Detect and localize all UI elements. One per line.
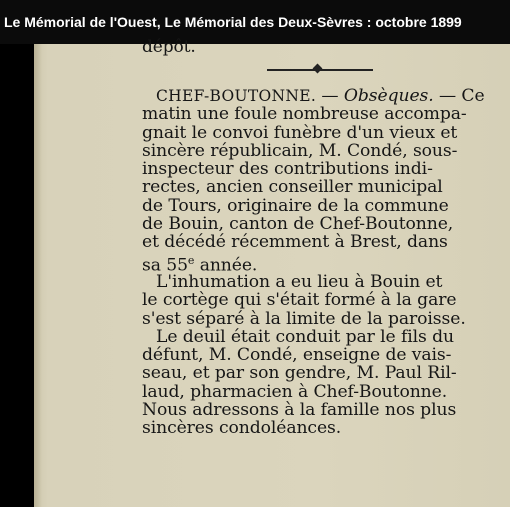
article-line: défunt, M. Condé, enseigne de vais-: [142, 345, 452, 366]
article-line: sa 55e année.: [142, 253, 258, 276]
separator-ornament: [142, 62, 508, 78]
article-line: matin une foule nombreuse accompa-: [142, 104, 467, 125]
article-column: [142, 37, 508, 439]
article-line: laud, pharmacien à Chef-Boutonne.: [142, 381, 448, 402]
article-heading-line: [142, 87, 508, 105]
document-title: Le Mémorial de l'Ouest, Le Mémorial des Deux-Sèvres : octobre 1899: [4, 14, 462, 30]
article-line: Nous adressons à la famille nos plus: [142, 400, 457, 421]
article-line: s'est séparé à la limite de la paroisse.: [142, 308, 466, 329]
article-line: seau, et par son gendre, M. Paul Ril-: [142, 363, 457, 384]
article-heading-label: Obsèques.: [343, 86, 434, 106]
ordinal-suffix: e: [187, 253, 195, 267]
article-line: et décédé récemment à Brest, dans: [142, 232, 448, 253]
article-line: Le deuil était conduit par le fils du: [156, 326, 454, 347]
article-heading-place: CHEF-BOUTONNE.: [156, 87, 317, 105]
previous-article-fragment: dépôt.: [142, 37, 196, 57]
article-line: rectes, ancien conseiller municipal: [142, 177, 443, 198]
article-line: le cortège qui s'était formé à la gare: [142, 290, 457, 311]
heading-dash: —: [316, 86, 344, 106]
heading-dash-ce: — Ce: [433, 86, 485, 106]
article-line: de Tours, originaire de la commune: [142, 195, 449, 216]
article-line: sincères condoléances.: [142, 418, 342, 439]
article-line: L'inhumation a eu lieu à Bouin et: [156, 271, 443, 292]
article-line: inspecteur des contributions indi-: [142, 159, 433, 180]
separator-diamond: [313, 64, 323, 74]
article-line: gnait le convoi funèbre d'un vieux et: [142, 122, 458, 143]
page-fold-shadow: [34, 44, 42, 507]
article-line: de Bouin, canton de Chef-Boutonne,: [142, 214, 454, 235]
article-line: sincère républicain, M. Condé, sous-: [142, 140, 458, 161]
